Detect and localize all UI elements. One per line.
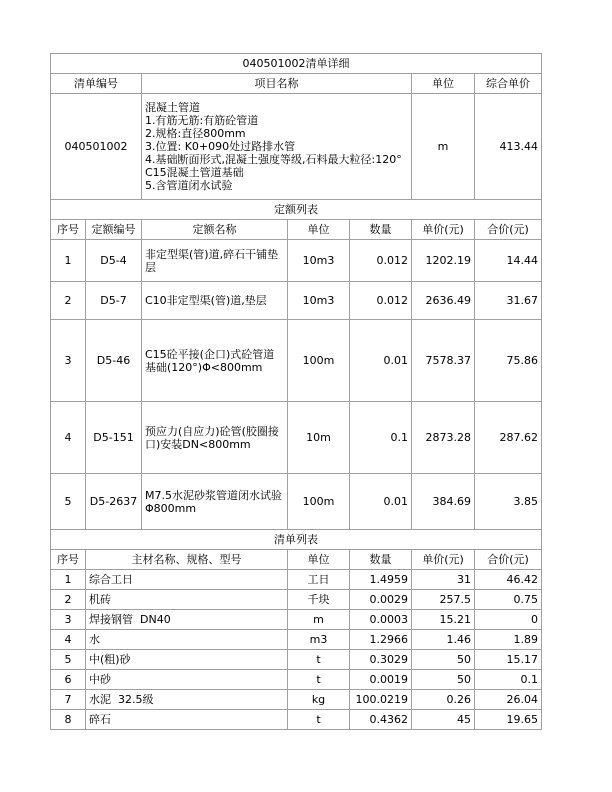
material-price: 0.26 bbox=[412, 690, 475, 710]
quota-qty-header: 数量 bbox=[350, 220, 412, 240]
material-total: 0.75 bbox=[475, 590, 542, 610]
quota-name-header: 定额名称 bbox=[142, 220, 288, 240]
quota-unit: 100m bbox=[288, 320, 350, 402]
quota-unit: 10m3 bbox=[288, 240, 350, 282]
quota-price-header: 单价(元) bbox=[412, 220, 475, 240]
quota-qty: 0.01 bbox=[350, 320, 412, 402]
materials-section-row bbox=[51, 530, 542, 550]
item-name-header: 项目名称 bbox=[142, 74, 412, 94]
quota-price: 7578.37 bbox=[412, 320, 475, 402]
quota-total: 75.86 bbox=[475, 320, 542, 402]
quota-seq: 4 bbox=[51, 402, 86, 474]
quota-total: 14.44 bbox=[475, 240, 542, 282]
material-seq: 5 bbox=[51, 650, 86, 670]
material-name: 碎石 bbox=[86, 710, 288, 730]
material-qty: 0.0003 bbox=[350, 610, 412, 630]
material-price: 50 bbox=[412, 670, 475, 690]
material-unit: 工日 bbox=[288, 570, 350, 590]
material-unit-header: 单位 bbox=[288, 550, 350, 570]
material-qty-header: 数量 bbox=[350, 550, 412, 570]
material-unit: t bbox=[288, 650, 350, 670]
quota-code: D5-151 bbox=[86, 402, 142, 474]
quota-row bbox=[51, 402, 542, 474]
material-seq-header: 序号 bbox=[51, 550, 86, 570]
item-row bbox=[51, 94, 542, 200]
item-description: 混凝土管道 1.有筋无筋:有筋砼管道 2.规格:直径800mm 3.位置: K0+090处过路排水管 4.基础断面形式,混凝土强度等级,石料最大粒径:120°C15混凝土管道基础 5.含管道闭水试验 bbox=[142, 94, 412, 200]
material-name: 综合工日 bbox=[86, 570, 288, 590]
quota-seq: 3 bbox=[51, 320, 86, 402]
quota-price: 2636.49 bbox=[412, 282, 475, 320]
material-qty: 0.0029 bbox=[350, 590, 412, 610]
material-name: 焊接钢管 DN40 bbox=[86, 610, 288, 630]
quota-header-row bbox=[51, 220, 542, 240]
material-total: 19.65 bbox=[475, 710, 542, 730]
material-name: 机砖 bbox=[86, 590, 288, 610]
quota-row bbox=[51, 282, 542, 320]
material-row bbox=[51, 670, 542, 690]
item-price-header: 综合单价 bbox=[475, 74, 542, 94]
material-seq: 3 bbox=[51, 610, 86, 630]
quota-qty: 0.01 bbox=[350, 474, 412, 530]
sheet-title: 040501002清单详细 bbox=[51, 54, 542, 74]
material-unit: 千块 bbox=[288, 590, 350, 610]
quota-code: D5-46 bbox=[86, 320, 142, 402]
sheet-title-row bbox=[51, 54, 542, 74]
material-unit: m bbox=[288, 610, 350, 630]
material-name: 中砂 bbox=[86, 670, 288, 690]
material-total: 26.04 bbox=[475, 690, 542, 710]
material-qty: 1.2966 bbox=[350, 630, 412, 650]
item-price: 413.44 bbox=[475, 94, 542, 200]
material-seq: 7 bbox=[51, 690, 86, 710]
material-row bbox=[51, 690, 542, 710]
item-unit-header: 单位 bbox=[412, 74, 475, 94]
material-seq: 4 bbox=[51, 630, 86, 650]
materials-section-title: 清单列表 bbox=[51, 530, 542, 550]
material-seq: 6 bbox=[51, 670, 86, 690]
material-row bbox=[51, 650, 542, 670]
quota-code: D5-4 bbox=[86, 240, 142, 282]
quota-unit-header: 单位 bbox=[288, 220, 350, 240]
material-qty: 0.3029 bbox=[350, 650, 412, 670]
quota-seq: 5 bbox=[51, 474, 86, 530]
bill-detail-table bbox=[50, 53, 542, 730]
item-unit: m bbox=[412, 94, 475, 200]
quota-name: 预应力(自应力)砼管(胶圈接口)安装DN<800mm bbox=[142, 402, 288, 474]
quota-name: C15砼平接(企口)式砼管道基础(120°)Φ<800mm bbox=[142, 320, 288, 402]
material-row bbox=[51, 610, 542, 630]
quota-unit: 100m bbox=[288, 474, 350, 530]
quota-section-title: 定额列表 bbox=[51, 200, 542, 220]
quota-price: 1202.19 bbox=[412, 240, 475, 282]
quota-qty: 0.1 bbox=[350, 402, 412, 474]
material-row bbox=[51, 630, 542, 650]
quota-seq: 2 bbox=[51, 282, 86, 320]
material-total: 15.17 bbox=[475, 650, 542, 670]
material-name: 中(粗)砂 bbox=[86, 650, 288, 670]
quota-qty: 0.012 bbox=[350, 240, 412, 282]
material-unit: t bbox=[288, 670, 350, 690]
material-qty: 100.0219 bbox=[350, 690, 412, 710]
quota-qty: 0.012 bbox=[350, 282, 412, 320]
quota-code: D5-7 bbox=[86, 282, 142, 320]
material-seq: 2 bbox=[51, 590, 86, 610]
material-price-header: 单价(元) bbox=[412, 550, 475, 570]
material-name-header: 主材名称、规格、型号 bbox=[86, 550, 288, 570]
material-name: 水 bbox=[86, 630, 288, 650]
materials-header-row bbox=[51, 550, 542, 570]
quota-price: 384.69 bbox=[412, 474, 475, 530]
material-unit: t bbox=[288, 710, 350, 730]
quota-name: C10非定型渠(管)道,垫层 bbox=[142, 282, 288, 320]
quota-row bbox=[51, 320, 542, 402]
item-header-row bbox=[51, 74, 542, 94]
material-seq: 1 bbox=[51, 570, 86, 590]
quota-name: 非定型渠(管)道,碎石干铺垫层 bbox=[142, 240, 288, 282]
quota-code-header: 定额编号 bbox=[86, 220, 142, 240]
material-seq: 8 bbox=[51, 710, 86, 730]
material-total: 1.89 bbox=[475, 630, 542, 650]
material-price: 15.21 bbox=[412, 610, 475, 630]
quota-total: 287.62 bbox=[475, 402, 542, 474]
quota-total: 3.85 bbox=[475, 474, 542, 530]
quota-unit: 10m3 bbox=[288, 282, 350, 320]
item-code-header: 清单编号 bbox=[51, 74, 142, 94]
material-total: 46.42 bbox=[475, 570, 542, 590]
material-row bbox=[51, 590, 542, 610]
quota-row bbox=[51, 240, 542, 282]
quota-seq-header: 序号 bbox=[51, 220, 86, 240]
quota-total-header: 合价(元) bbox=[475, 220, 542, 240]
material-unit: m3 bbox=[288, 630, 350, 650]
material-total: 0 bbox=[475, 610, 542, 630]
material-qty: 0.4362 bbox=[350, 710, 412, 730]
material-name: 水泥 32.5级 bbox=[86, 690, 288, 710]
material-qty: 0.0019 bbox=[350, 670, 412, 690]
material-price: 45 bbox=[412, 710, 475, 730]
material-unit: kg bbox=[288, 690, 350, 710]
quota-seq: 1 bbox=[51, 240, 86, 282]
material-price: 1.46 bbox=[412, 630, 475, 650]
material-price: 50 bbox=[412, 650, 475, 670]
quota-unit: 10m bbox=[288, 402, 350, 474]
quota-price: 2873.28 bbox=[412, 402, 475, 474]
material-price: 31 bbox=[412, 570, 475, 590]
item-code: 040501002 bbox=[51, 94, 142, 200]
material-total-header: 合价(元) bbox=[475, 550, 542, 570]
material-row bbox=[51, 570, 542, 590]
material-row bbox=[51, 710, 542, 730]
material-total: 0.1 bbox=[475, 670, 542, 690]
material-qty: 1.4959 bbox=[350, 570, 412, 590]
quota-total: 31.67 bbox=[475, 282, 542, 320]
quota-section-row bbox=[51, 200, 542, 220]
material-price: 257.5 bbox=[412, 590, 475, 610]
quota-code: D5-2637 bbox=[86, 474, 142, 530]
quota-name: M7.5水泥砂浆管道闭水试验Φ800mm bbox=[142, 474, 288, 530]
quota-row bbox=[51, 474, 542, 530]
